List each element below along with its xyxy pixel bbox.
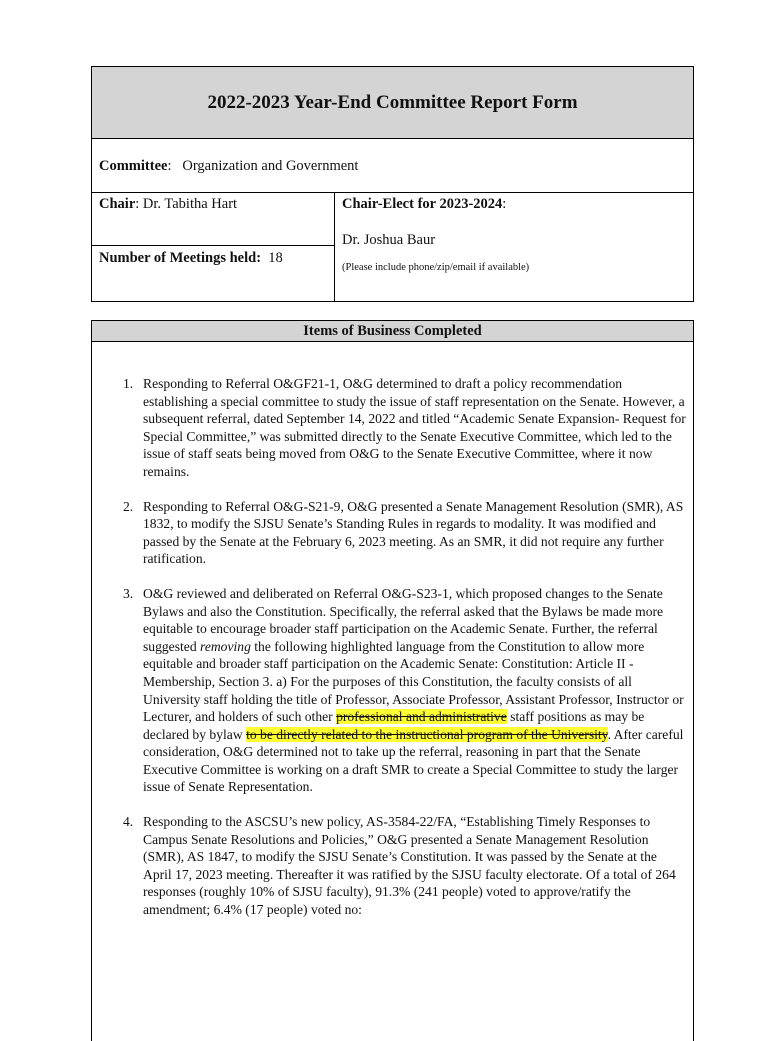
item-number: 3. — [123, 585, 134, 601]
item-text: Responding to Referral O&G-S21-9, O&G presented a Senate Management Resolution (SMR), AS 1832, to modify the SJSU Senate’s Standing Rules in regards to modality. It was modified and passed by the Senate at the February 6, 2023 meeting. As an SMR, it did not require any further ratification. — [143, 498, 684, 567]
committee-cell: Committee: Organization and Government — [91, 138, 694, 193]
item-text: staff positions as may be declared by bylaw — [143, 709, 645, 742]
chair-elect-cell: Chair-Elect for 2023-2024: Dr. Joshua Baur (Please include phone/zip/email if available) — [334, 192, 694, 302]
item-text: O&G reviewed and deliberated on Referral O&G-S23-1, which proposed changes to the Senate Bylaws and also the Constitution. Specifically, the referral asked that the Bylaws be made more equitable to encourage broader staff participation on the Academic Senate. Further, the referral suggested — [143, 585, 664, 654]
list-item — [115, 375, 687, 481]
chair-cell: Chair: Dr. Tabitha Hart — [91, 192, 335, 246]
item-text: Responding to the ASCSU’s new policy, AS-3584-22/FA, “Establishing Timely Responses to Campus Senate Resolutions and Policies,” O&G presented a Senate Management Resolution (SMR), AS 1847, to modify the SJSU Senate’s Constitution. It was passed by the Senate at the April 17, 2023 meeting. Thereafter it was ratified by the SJSU faculty electorate. Of a total of 264 responses (roughly 10% of SJSU faculty), 91.3% (241 people) voted to approve/ratify the amendment; 6.4% (17 people) voted no: — [143, 814, 676, 918]
chair-elect-label: Chair-Elect for 2023-2024 — [342, 196, 503, 212]
form-title-cell — [91, 66, 694, 139]
item-number: 4. — [123, 814, 134, 830]
item-text: . After careful consideration, O&G determined not to take up the referral, reasoning in part that the Senate Executive Committee is working on a draft SMR to create a Special Committee to study the larger issue of Senate Representation. — [143, 726, 684, 795]
chair-label: Chair — [99, 196, 136, 212]
list-item — [115, 585, 687, 796]
items-header: Items of Business Completed — [91, 320, 694, 342]
item-text: Responding to Referral O&GF21-1, O&G determined to draft a policy recommendation establishing a special committee to study the issue of staff representation on the Senate. However, a subsequent referral, dated September 14, 2022 and titled “Academic Senate Expansion- Request for Special Committee,” was submitted directly to the Senate Executive Committee, which led to the issue of staff seats being moved from O&G to the Senate Executive Committee, where it now remains. — [143, 376, 686, 479]
meetings-cell — [91, 245, 335, 302]
committee-label: Committee — [99, 158, 168, 174]
chair-elect-note: (Please include phone/zip/email if available) — [342, 262, 530, 273]
item-text-italic: removing — [200, 638, 251, 654]
chair-value: Dr. Tabitha Hart — [142, 196, 238, 212]
list-item — [115, 813, 687, 919]
item-number: 2. — [123, 498, 134, 514]
form-title: 2022-2023 Year-End Committee Report Form — [207, 91, 578, 113]
item-text: the following highlighted language from the Constitution to allow more equitable and broader staff participation on the Academic Senate: Constitution: Article II - Membership, Section 3. a) For the purposes of this Constitution, the faculty consists of all University staff holding the title of Professor, Associate Professor, Assistant Professor, Instructor or Lecturer, and holders of such other — [143, 638, 684, 725]
struck-text: professional and administrative — [336, 709, 507, 725]
committee-value: Organization and Government — [182, 158, 359, 174]
meetings-value: 18 — [268, 250, 283, 266]
items-list — [115, 375, 687, 936]
meetings-label: Number of Meetings held: — [99, 250, 262, 266]
item-number: 1. — [123, 376, 134, 391]
struck-text: to be directly related to the instructional program of the University — [246, 726, 608, 742]
list-item — [115, 498, 687, 568]
chair-elect-value: Dr. Joshua Baur — [342, 232, 436, 248]
